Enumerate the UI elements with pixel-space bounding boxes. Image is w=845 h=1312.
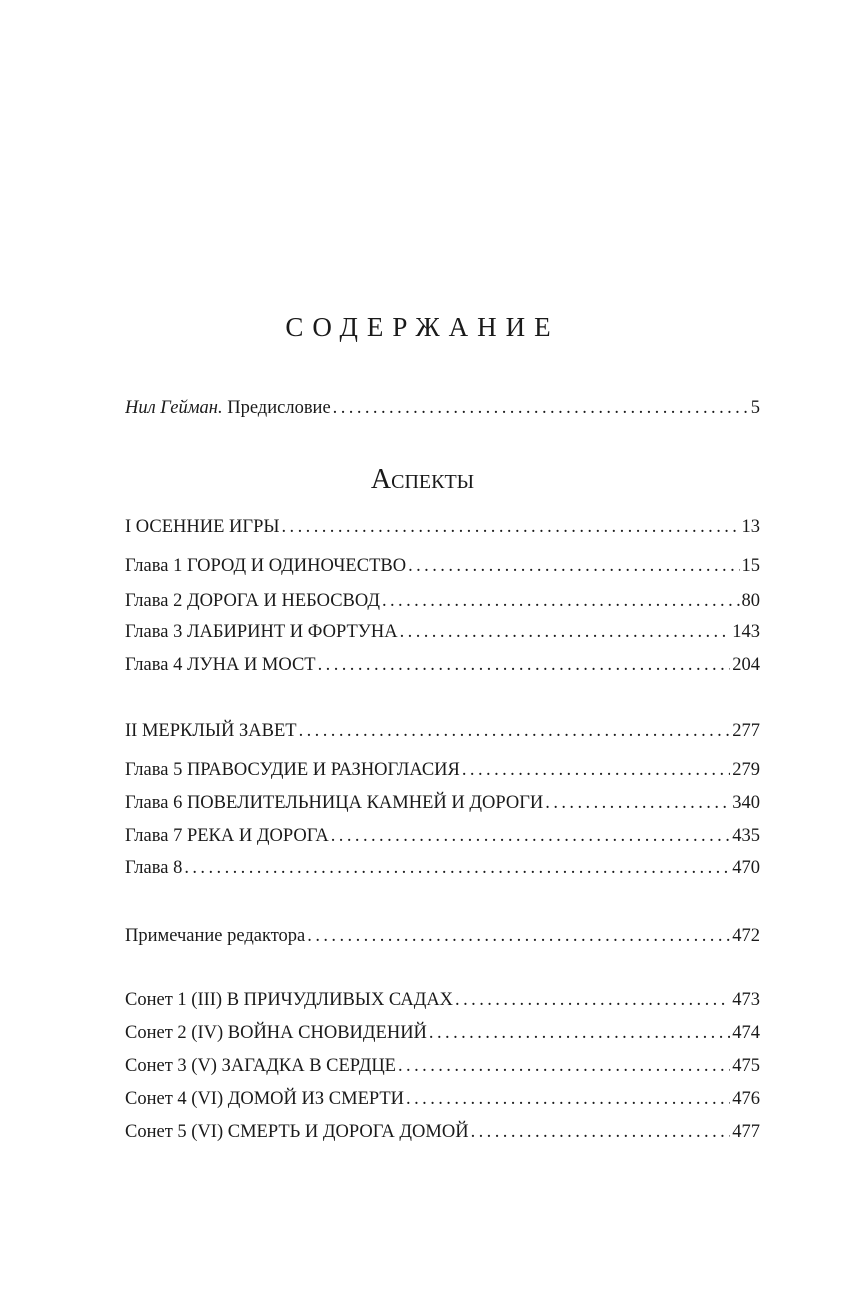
- entry-label: Глава 4 ЛУНА И МОСТ: [125, 655, 316, 675]
- entry-page: 435: [732, 826, 760, 846]
- dot-leader: [331, 824, 731, 848]
- dot-leader: [406, 1087, 730, 1111]
- dot-leader: [462, 758, 730, 782]
- entry-label: Глава 6 ПОВЕЛИТЕЛЬНИЦА КАМНЕЙ И ДОРОГИ: [125, 793, 544, 813]
- entry-label: Сонет 2 (IV) ВОЙНА СНОВИДЕНИЙ: [125, 1023, 427, 1043]
- entry-label: Примечание редактора: [125, 926, 306, 946]
- dot-leader: [333, 396, 749, 420]
- dot-leader: [471, 1120, 731, 1144]
- entry-page: 477: [732, 1122, 760, 1142]
- entry-label: Глава 5 ПРАВОСУДИЕ И РАЗНОГЛАСИЯ: [125, 760, 460, 780]
- dot-leader: [398, 1054, 730, 1078]
- entry-label: II МЕРКЛЫЙ ЗАВЕТ: [125, 721, 297, 741]
- entry-page: 470: [732, 858, 760, 878]
- dot-leader: [408, 554, 739, 578]
- toc-entry: [125, 1087, 760, 1111]
- entry-page: 472: [732, 926, 760, 946]
- toc-entry: [125, 988, 760, 1012]
- entry-label: I ОСЕННИЕ ИГРЫ: [125, 517, 280, 537]
- toc-entry-preface: [125, 396, 760, 420]
- dot-leader: [282, 515, 740, 539]
- entry-label: Глава 8: [125, 858, 183, 878]
- toc-entry: [125, 554, 760, 578]
- toc-entry: [125, 589, 760, 613]
- dot-leader: [455, 988, 730, 1012]
- toc-entry: [125, 653, 760, 677]
- entry-page: 340: [732, 793, 760, 813]
- entry-page: 473: [732, 990, 760, 1010]
- entry-label: Сонет 5 (VI) СМЕРТЬ И ДОРОГА ДОМОЙ: [125, 1122, 469, 1142]
- entry-label: Глава 1 ГОРОД И ОДИНОЧЕСТВО: [125, 556, 407, 576]
- entry-page: 476: [732, 1089, 760, 1109]
- entry-page: 474: [732, 1023, 760, 1043]
- toc-entry: [125, 758, 760, 782]
- entry-page: 279: [732, 760, 760, 780]
- dot-leader: [307, 924, 730, 948]
- entry-page: 13: [741, 517, 760, 537]
- entry-page: 143: [732, 622, 760, 642]
- dot-leader: [299, 719, 731, 743]
- toc-entry: [125, 824, 760, 848]
- entry-label: [125, 396, 331, 420]
- preface-author: Нил Гейман.: [125, 398, 223, 418]
- toc-entry: [125, 1120, 760, 1144]
- toc-entry: [125, 791, 760, 815]
- entry-label: Сонет 3 (V) ЗАГАДКА В СЕРДЦЕ: [125, 1056, 396, 1076]
- dot-leader: [318, 653, 731, 677]
- toc-entry: [125, 620, 760, 644]
- dot-leader: [545, 791, 730, 815]
- entry-page: 80: [741, 591, 760, 611]
- entry-label: Сонет 1 (III) В ПРИЧУДЛИВЫХ САДАХ: [125, 990, 454, 1010]
- entry-page: 5: [750, 398, 760, 418]
- entry-page: 277: [732, 721, 760, 741]
- section-title: Аспекты: [370, 464, 475, 495]
- entry-page: 15: [741, 556, 760, 576]
- toc-entry: [125, 856, 760, 880]
- entry-label: Глава 2 ДОРОГА И НЕБОСВОД: [125, 591, 380, 611]
- dot-leader: [400, 620, 731, 644]
- dot-leader: [184, 856, 730, 880]
- toc-entry: [125, 924, 760, 948]
- entry-label: Сонет 4 (VI) ДОМОЙ ИЗ СМЕРТИ: [125, 1089, 405, 1109]
- toc-entry: [125, 1021, 760, 1045]
- dot-leader: [382, 589, 740, 613]
- dot-leader: [429, 1021, 730, 1045]
- toc-entry: [125, 515, 760, 539]
- page-title: СОДЕРЖАНИЕ: [285, 312, 560, 342]
- entry-label: Глава 3 ЛАБИРИНТ И ФОРТУНА: [125, 622, 398, 642]
- preface-label: Предисловие: [227, 398, 331, 418]
- toc-entry: [125, 719, 760, 743]
- toc-entry: [125, 1054, 760, 1078]
- entry-label: Глава 7 РЕКА И ДОРОГА: [125, 826, 329, 846]
- entry-page: 204: [732, 655, 760, 675]
- entry-page: 475: [732, 1056, 760, 1076]
